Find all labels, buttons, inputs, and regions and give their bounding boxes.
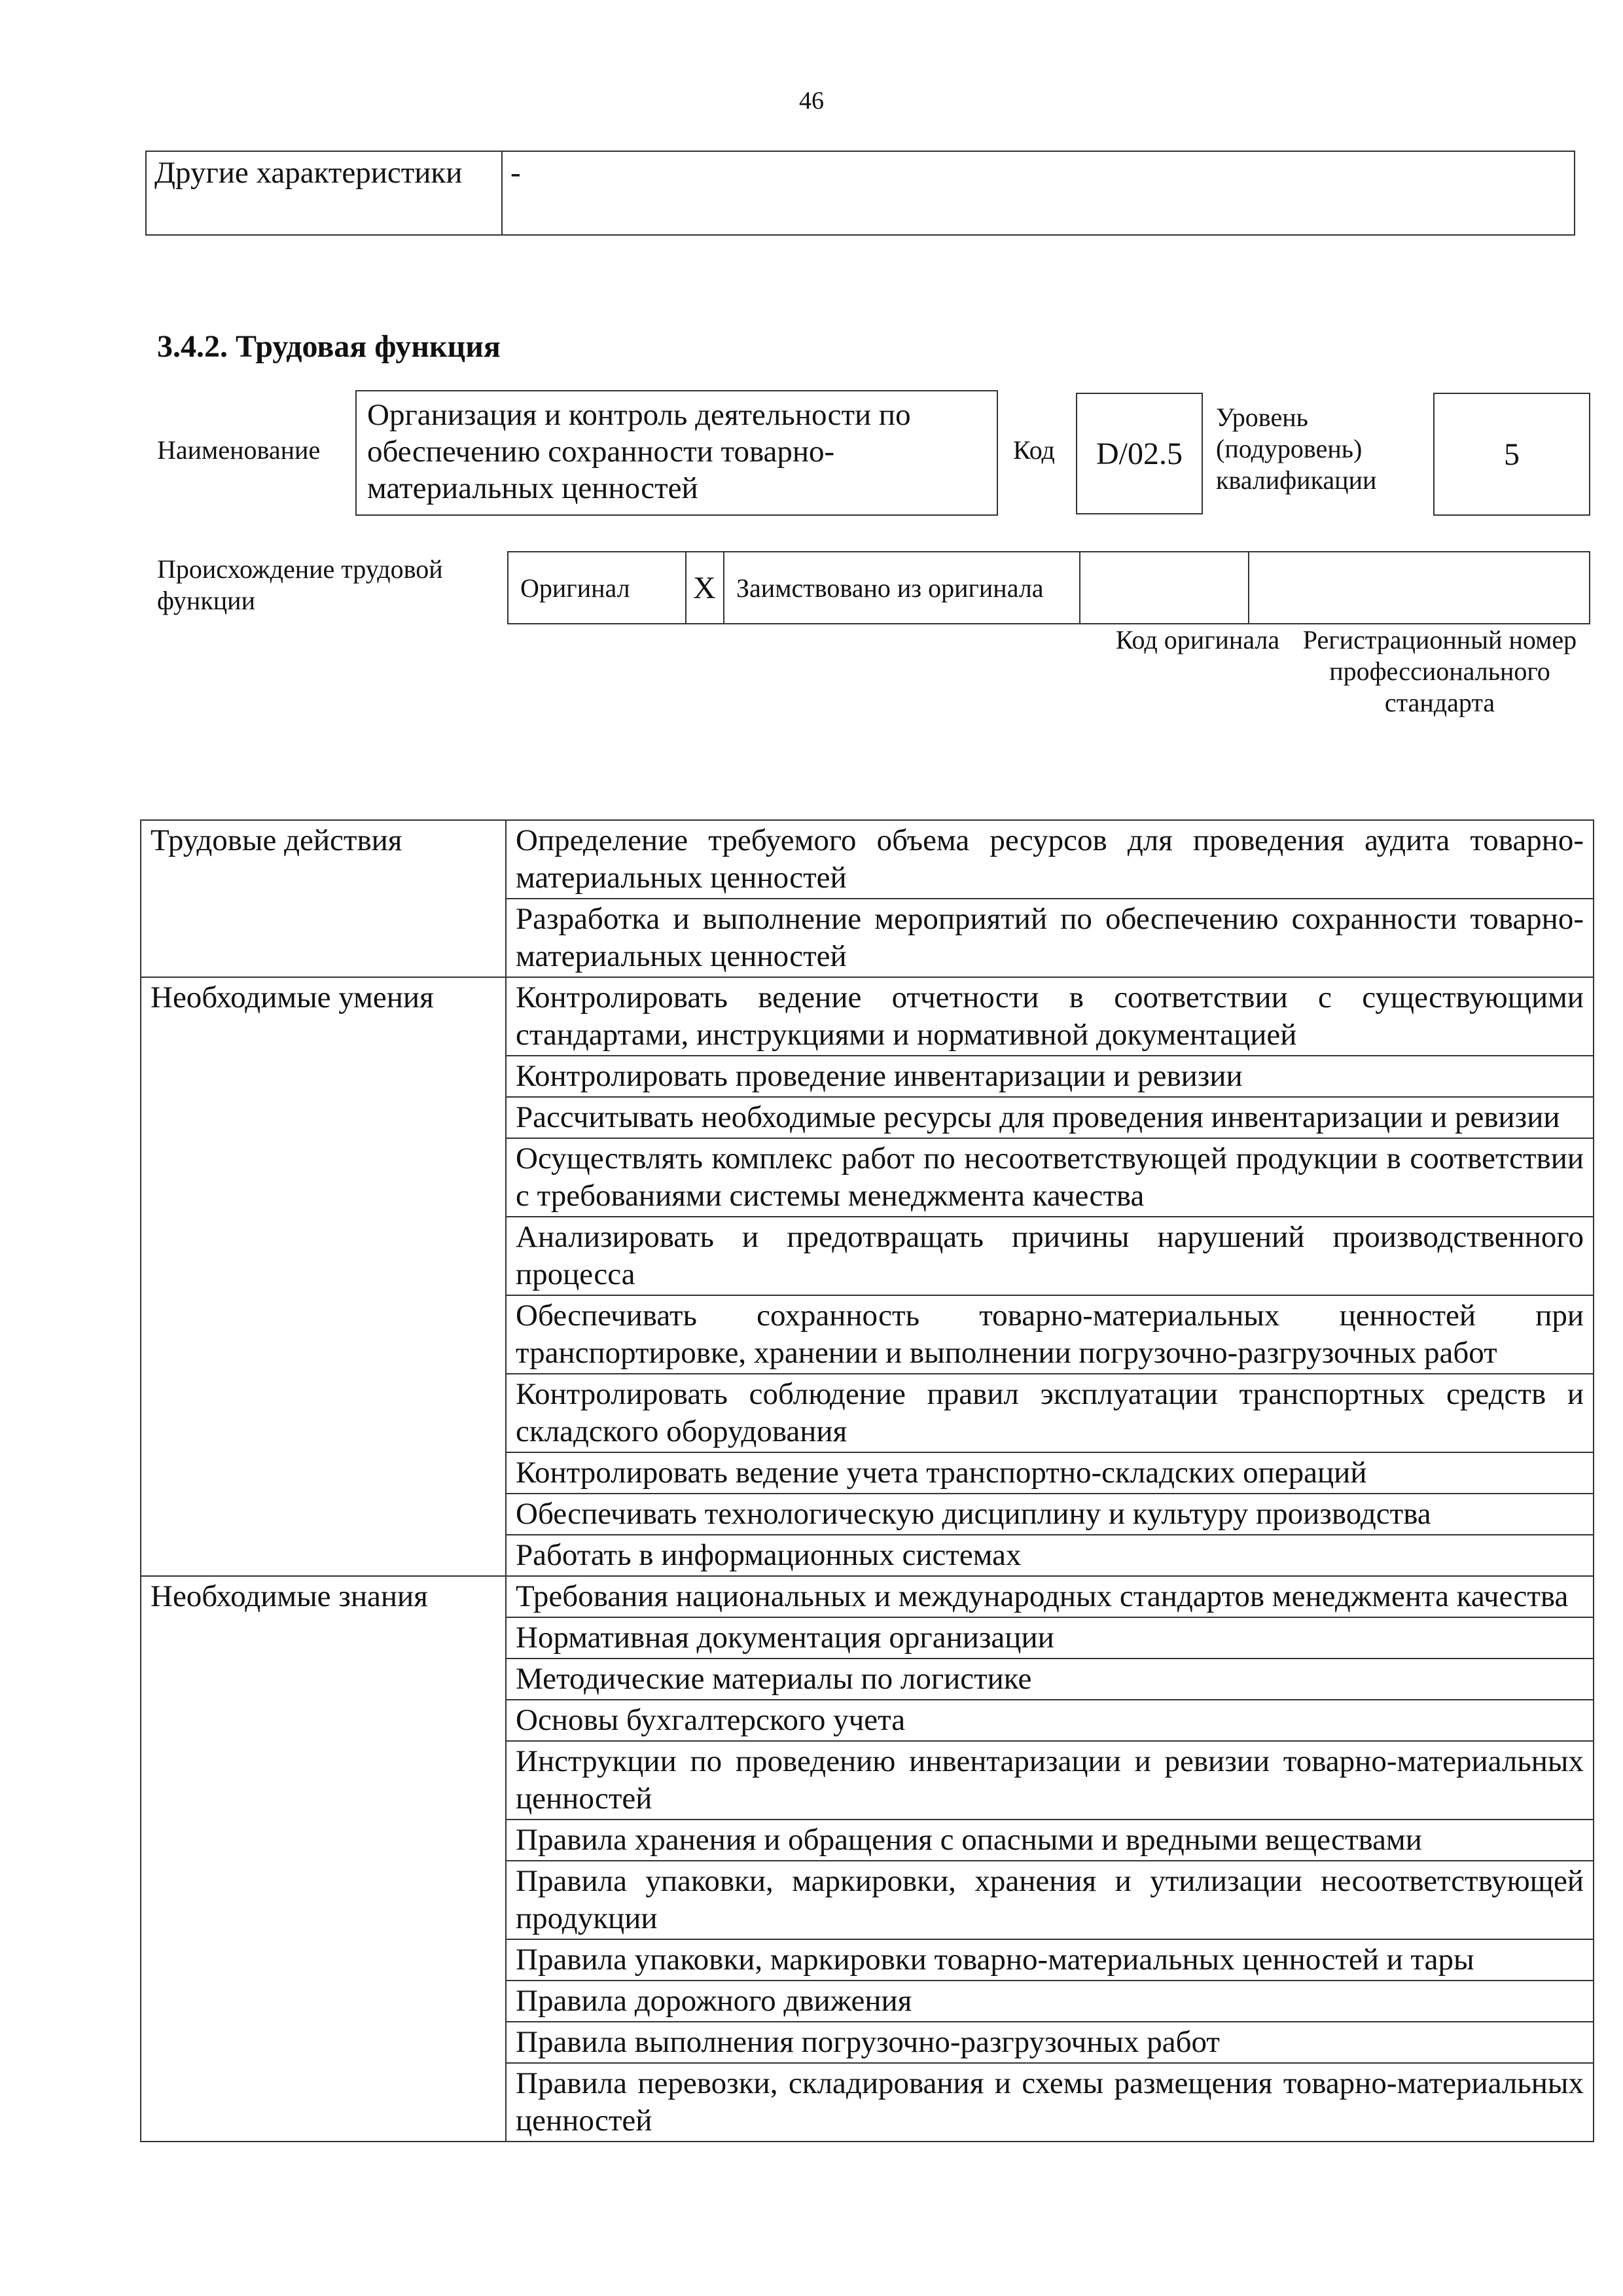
required-skills-item: Работать в информационных системах <box>506 1535 1594 1576</box>
table-row <box>508 552 1590 624</box>
other-characteristics-table <box>145 151 1575 236</box>
registration-number-cell <box>1249 552 1590 624</box>
original-mark: X <box>686 552 724 624</box>
table-row <box>146 151 1575 235</box>
other-characteristics-value: - <box>502 151 1575 235</box>
required-knowledge-item: Нормативная документация организации <box>506 1617 1594 1659</box>
required-skills-item: Контролировать ведение отчетности в соответствии с существующими стандартами, инструкциями и нормативной документацией <box>506 977 1594 1056</box>
page-number: 46 <box>799 87 824 115</box>
required-skills-item: Осуществлять комплекс работ по несоответствующей продукции в соответствии с требованиями системы менеджмента качества <box>506 1138 1594 1217</box>
required-skills-item: Обеспечивать сохранность товарно-материальных ценностей при транспортировке, хранении и выполнении погрузочно-разгрузочных работ <box>506 1295 1594 1374</box>
required-skills-item: Обеспечивать технологическую дисциплину и культуру производства <box>506 1494 1594 1535</box>
table-row <box>141 820 1594 899</box>
borrowed-label: Заимствовано из оригинала <box>724 552 1080 624</box>
origin-table <box>507 551 1590 624</box>
original-label: Оригинал <box>508 552 686 624</box>
labor-actions-item: Определение требуемого объема ресурсов для проведения аудита товарно-материальных ценностей <box>506 820 1594 899</box>
required-skills-item: Контролировать ведение учета транспортно-складских операций <box>506 1452 1594 1494</box>
required-skills-item: Рассчитывать необходимые ресурсы для проведения инвентаризации и ревизии <box>506 1097 1594 1138</box>
required-skills-label: Необходимые умения <box>141 977 506 1576</box>
level-label: Уровень (подуровень) квалификации <box>1216 403 1377 495</box>
required-knowledge-item: Правила дорожного движения <box>506 1981 1594 2022</box>
required-knowledge-item: Правила упаковки, маркировки товарно-материальных ценностей и тары <box>506 1939 1594 1981</box>
required-knowledge-item: Правила хранения и обращения с опасными и вредными веществами <box>506 1820 1594 1861</box>
required-skills-item: Контролировать проведение инвентаризации и ревизии <box>506 1056 1594 1097</box>
qualification-level-box: 5 <box>1433 393 1590 516</box>
required-knowledge-item: Правила упаковки, маркировки, хранения и утилизации несоответствующей продукции <box>506 1861 1594 1939</box>
required-knowledge-item: Правила перевозки, складирования и схемы размещения товарно-материальных ценностей <box>506 2063 1594 2142</box>
required-skills-item: Анализировать и предотвращать причины нарушений производственного процесса <box>506 1217 1594 1295</box>
required-knowledge-item: Требования национальных и международных стандартов менеджмента качества <box>506 1576 1594 1617</box>
labor-actions-item: Разработка и выполнение мероприятий по обеспечению сохранности товарно-материальных ценностей <box>506 899 1594 977</box>
name-label: Наименование <box>157 435 321 465</box>
required-knowledge-item: Правила выполнения погрузочно-разгрузочных работ <box>506 2022 1594 2063</box>
table-row <box>141 1576 1594 1617</box>
code-label: Код <box>1013 435 1055 465</box>
required-knowledge-label: Необходимые знания <box>141 1576 506 2142</box>
required-knowledge-item: Основы бухгалтерского учета <box>506 1700 1594 1741</box>
section-heading: 3.4.2. Трудовая функция <box>157 329 501 364</box>
origin-label: Происхождение трудовой функции <box>157 554 443 615</box>
table-row <box>141 977 1594 1056</box>
other-characteristics-label: Другие характеристики <box>146 151 502 235</box>
required-knowledge-item: Методические материалы по логистике <box>506 1659 1594 1700</box>
labor-function-table <box>140 819 1594 2142</box>
labor-actions-label: Трудовые действия <box>141 820 506 977</box>
required-skills-item: Контролировать соблюдение правил эксплуатации транспортных средств и складского оборудования <box>506 1374 1594 1452</box>
original-code-cell <box>1080 552 1249 624</box>
registration-number-caption: Регистрационный номер профессионального стандарта <box>1302 625 1577 717</box>
required-knowledge-item: Инструкции по проведению инвентаризации и ревизии товарно-материальных ценностей <box>506 1741 1594 1820</box>
code-original-caption: Код оригинала <box>1115 625 1280 655</box>
function-code-box: D/02.5 <box>1076 393 1203 514</box>
function-name-box: Организация и контроль деятельности по обеспечению сохранности товарно-материальных ценностей <box>355 390 998 516</box>
